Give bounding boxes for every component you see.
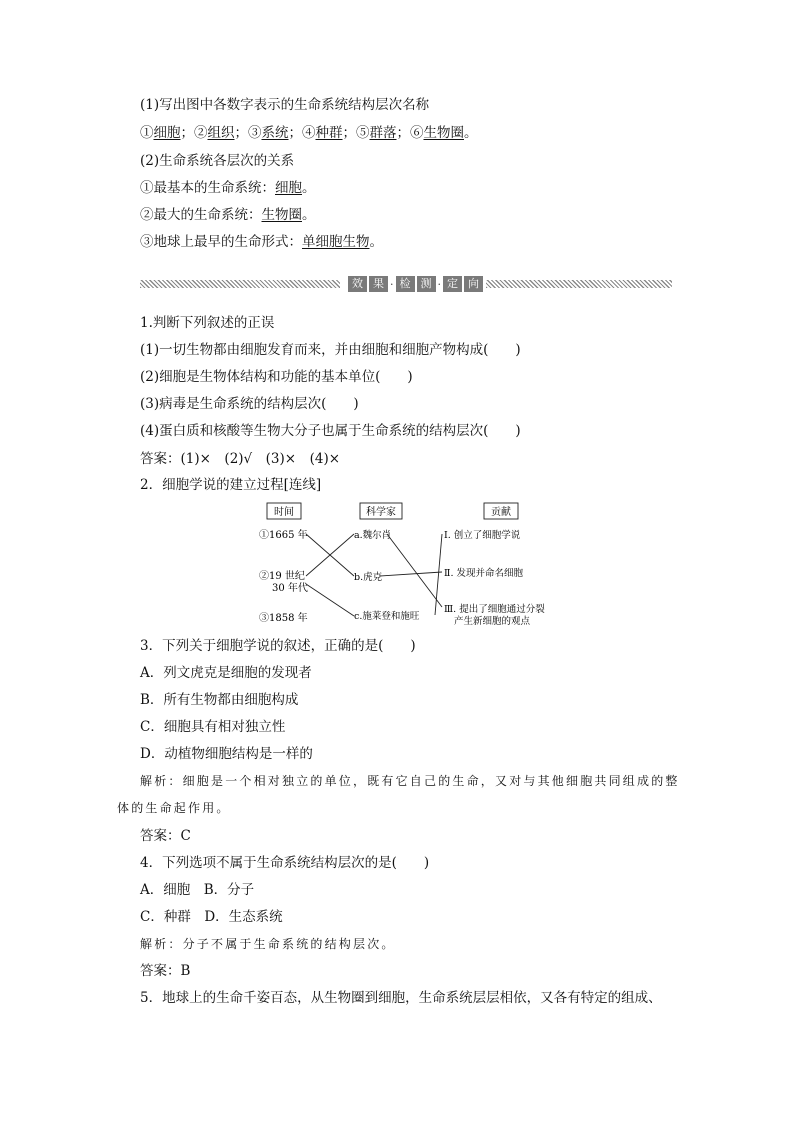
q4-answer: 答案：B [140, 963, 191, 979]
header-time: 时间 [274, 507, 294, 518]
q3-option-d: D．动植物细胞结构是一样的 [140, 746, 313, 762]
banner-title: 效 果 · 检 测 · 定 向 [348, 276, 483, 292]
answer-num: ① [140, 125, 154, 141]
scientist-a: a.魏尔肖 [354, 530, 392, 541]
scientist-b: b.虎克 [354, 572, 383, 583]
time-2b: 30 年代 [272, 583, 308, 594]
scientist-c: c.施莱登和施旺 [354, 611, 420, 622]
banner-stripes-left [140, 280, 340, 288]
relation-3: ③地球上最早的生命形式：单细胞生物。 [140, 234, 383, 250]
q1-heading: 1.判断下列叙述的正误 [140, 315, 275, 331]
q1-statement-2: (2)细胞是生物体结构和功能的基本单位( ) [140, 369, 413, 385]
contribution-2: Ⅱ. 发现并命名细胞 [444, 568, 523, 579]
q3-option-b: B．所有生物都由细胞构成 [140, 692, 299, 708]
contribution-3b: 产生新细胞的观点 [454, 616, 531, 627]
section-banner [140, 276, 672, 292]
q1-statement-3: (3)病毒是生命系统的结构层次( ) [140, 396, 359, 412]
time-1: ①1665 年 [259, 530, 308, 541]
time-3: ③1858 年 [259, 613, 308, 624]
q5-heading: 5．地球上的生命千姿百态，从生物圈到细胞，生命系统层层相依，又各有特定的组成、 [140, 990, 662, 1006]
q4-analysis: 解析：分子不属于生命系统的结构层次。 [140, 937, 396, 951]
answer-text: 细胞 [153, 125, 181, 141]
relation-2: ②最大的生命系统：生物圈。 [140, 207, 316, 223]
relation-1: ①最基本的生命系统：细胞。 [140, 180, 316, 196]
q1-title: (1)写出图中各数字表示的生命系统结构层次名称 [140, 97, 430, 113]
q4-options-cd: C．种群 D．生态系统 [140, 909, 283, 925]
q2-heading: 2．细胞学说的建立过程[连线] [140, 477, 322, 493]
q3-answer: 答案：C [140, 828, 191, 844]
banner-stripes-right [486, 280, 672, 288]
level-answers: ①细胞；②组织；③系统；④种群；⑤群落；⑥生物圈。 [140, 125, 478, 141]
q3-heading: 3．下列关于细胞学说的叙述，正确的是( ) [140, 638, 416, 654]
q4-options-ab: A．细胞 B．分子 [140, 882, 255, 898]
q1-statement-1: (1)一切生物都由细胞发育而来，并由细胞和细胞产物构成( ) [140, 342, 521, 358]
q4-heading: 4．下列选项不属于生命系统结构层次的是( ) [140, 855, 430, 871]
header-contribution: 贡献 [491, 507, 511, 518]
q1-statement-4: (4)蛋白质和核酸等生物大分子也属于生命系统的结构层次( ) [140, 423, 521, 439]
q2-title: (2)生命系统各层次的关系 [140, 153, 295, 169]
time-2a: ②19 世纪 [259, 571, 305, 582]
contribution-3a: Ⅲ. 提出了细胞通过分裂 [444, 604, 545, 615]
q3-option-c: C．细胞具有相对独立性 [140, 719, 286, 735]
q3-analysis-line-2: 体的生命起作用。 [117, 801, 231, 815]
q1-answer: 答案：(1)× (2)√ (3)× (4)× [140, 451, 341, 467]
matching-diagram [250, 500, 550, 628]
contribution-1: Ⅰ. 创立了细胞学说 [444, 530, 521, 541]
q3-analysis-line-1: 解析：细胞是一个相对独立的单位，既有它自己的生命，又对与其他细胞共同组成的整 [140, 774, 680, 788]
header-scientist: 科学家 [366, 507, 396, 518]
q3-option-a: A．列文虎克是细胞的发现者 [140, 665, 312, 681]
